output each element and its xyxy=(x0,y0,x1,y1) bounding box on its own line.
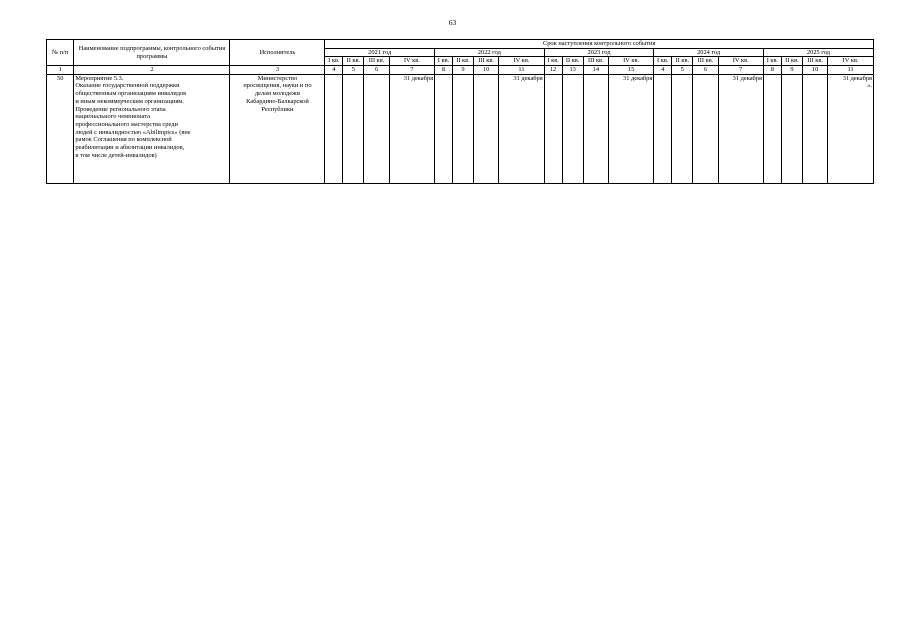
header-executor: Исполнитель xyxy=(230,40,325,66)
column-number: 7 xyxy=(718,66,763,75)
column-number: 8 xyxy=(435,66,453,75)
page-number: 63 xyxy=(448,18,457,27)
header-year: 2021 год xyxy=(325,48,435,57)
header-quarter: II кв. xyxy=(562,57,583,66)
column-number: 12 xyxy=(544,66,562,75)
quarter-cell xyxy=(435,74,453,183)
text-line: Проведение регионального этапа xyxy=(75,105,166,113)
quarter-cell xyxy=(654,74,672,183)
column-number: 5 xyxy=(672,66,693,75)
quarter-cell xyxy=(474,74,499,183)
header-deadline: Срок наступления контрольного события xyxy=(325,40,874,49)
header-quarter: IV кв. xyxy=(608,57,653,66)
quarter-cell: 31 декабря xyxy=(608,74,653,183)
text-line: и иным некоммерческим организациям. xyxy=(75,97,184,105)
column-number: 13 xyxy=(562,66,583,75)
text-line: Мероприятие 5.3. xyxy=(75,74,124,82)
text-line: реабилитации и абилитации инвалидов, xyxy=(75,143,185,151)
header-quarter: II кв. xyxy=(452,57,473,66)
header-quarter: I кв. xyxy=(435,57,453,66)
column-number: 9 xyxy=(781,66,802,75)
header-quarter: I кв. xyxy=(544,57,562,66)
column-number: 4 xyxy=(325,66,343,75)
closing-quote: ». xyxy=(867,82,872,90)
quarter-cell: 31 декабря ». xyxy=(828,74,874,183)
quarter-cell xyxy=(364,74,389,183)
column-number: 7 xyxy=(389,66,434,75)
column-number: 11 xyxy=(499,66,544,75)
header-quarter: III кв. xyxy=(693,57,718,66)
quarter-cell: 31 декабря xyxy=(389,74,434,183)
quarter-cell xyxy=(343,74,364,183)
text-line: Республики xyxy=(261,105,294,113)
header-year: 2023 год xyxy=(544,48,654,57)
column-number: 14 xyxy=(583,66,608,75)
column-number: 15 xyxy=(608,66,653,75)
event-executor xyxy=(230,74,325,183)
header-quarter: III кв. xyxy=(802,57,827,66)
quarter-cell xyxy=(672,74,693,183)
text-line: Оказание государственной поддержки xyxy=(75,82,180,90)
header-year: 2024 год xyxy=(654,48,764,57)
header-quarter: IV кв. xyxy=(499,57,544,66)
text-line: Министерство xyxy=(257,74,298,82)
header-year: 2025 год xyxy=(763,48,873,57)
text-line: просвещения, науки и по xyxy=(243,82,312,90)
header-quarter: II кв. xyxy=(672,57,693,66)
header-quarter: II кв. xyxy=(781,57,802,66)
header-quarter: IV кв. xyxy=(718,57,763,66)
header-quarter: II кв. xyxy=(343,57,364,66)
quarter-cell: 31 декабря xyxy=(718,74,763,183)
header-num: № п/п xyxy=(47,40,74,66)
header-name: Наименование подпрограммы, контрольного события программы xyxy=(74,40,230,66)
quarter-cell xyxy=(802,74,827,183)
column-number: 8 xyxy=(763,66,781,75)
control-events-table xyxy=(46,39,874,184)
column-number: 5 xyxy=(343,66,364,75)
column-number: 9 xyxy=(452,66,473,75)
row-number: 50 xyxy=(47,74,74,183)
event-name xyxy=(74,74,230,183)
text-line: общественным организациям инвалидов xyxy=(75,90,187,98)
column-number: 2 xyxy=(74,66,230,75)
text-line: Кабардино-Балкарской xyxy=(246,97,309,105)
quarter-cell xyxy=(452,74,473,183)
quarter-cell xyxy=(562,74,583,183)
header-year: 2022 год xyxy=(435,48,545,57)
header-quarter: IV кв. xyxy=(828,57,874,66)
quarter-cell xyxy=(583,74,608,183)
text-line: людей с инвалидностью «Abilimpics» (вне xyxy=(75,128,191,136)
header-quarter: I кв. xyxy=(325,57,343,66)
column-number: 10 xyxy=(474,66,499,75)
column-number: 3 xyxy=(230,66,325,75)
quarter-cell xyxy=(763,74,781,183)
column-number: 11 xyxy=(828,66,874,75)
column-number: 6 xyxy=(693,66,718,75)
header-quarter: IV кв. xyxy=(389,57,434,66)
text-line: национального чемпионата xyxy=(75,113,150,121)
header-quarter: III кв. xyxy=(364,57,389,66)
header-quarter: I кв. xyxy=(763,57,781,66)
header-quarter: III кв. xyxy=(583,57,608,66)
column-number: 1 xyxy=(47,66,74,75)
column-number: 4 xyxy=(654,66,672,75)
header-quarter: III кв. xyxy=(474,57,499,66)
quarter-cell xyxy=(693,74,718,183)
text-line: делам молодежи xyxy=(254,90,300,98)
column-number: 6 xyxy=(364,66,389,75)
text-line: профессионального мастерства среди xyxy=(75,120,178,128)
quarter-cell xyxy=(544,74,562,183)
quarter-cell: 31 декабря xyxy=(499,74,544,183)
quarter-cell xyxy=(781,74,802,183)
header-quarter: I кв. xyxy=(654,57,672,66)
quarter-cell xyxy=(325,74,343,183)
column-number: 10 xyxy=(802,66,827,75)
text-line: рамок Соглашения по комплексной xyxy=(75,136,172,144)
text-line: в том числе детей-инвалидов) xyxy=(75,151,157,159)
